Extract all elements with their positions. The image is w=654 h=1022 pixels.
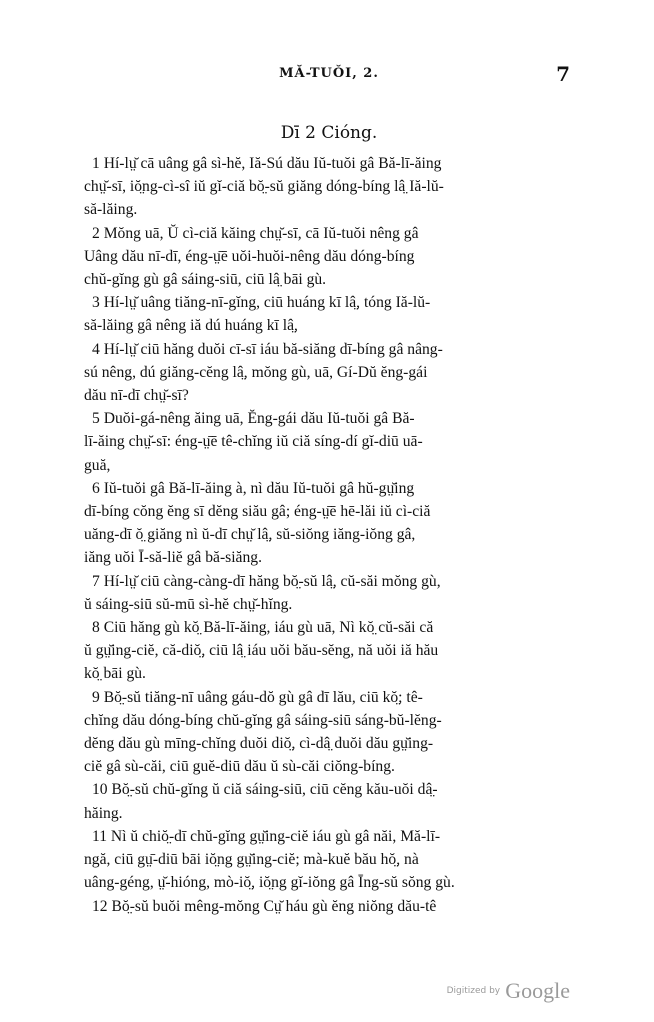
verse-paragraph <box>84 686 570 779</box>
digitized-label: Digitized by <box>446 986 501 996</box>
body-text <box>84 152 570 918</box>
text-line: 11 Nì ŭ chiŏ̤-dī chŭ-gĭng gṳ̆ing-ciĕ iáu gù gâ năi, Mă-lī- <box>92 827 441 845</box>
google-logo: Google <box>505 978 570 1003</box>
text-line: chṳ̆-sī, iŏ̤ng-cì-sî iŭ gĭ-ciă bŏ̤-sŭ giăng dóng-bíng lâ̤ Iă-lŭ- <box>84 178 444 196</box>
text-line: 8 Ciū hăng gù kŏ̤ Bă-lī-ăing, iáu gù uā, Nì kŏ̤ cŭ-săi că <box>92 619 434 637</box>
text-line: uâng-géng, ṳ̆-hióng, mò-iŏ̤, iŏ̤ng gĭ-iŏng gâ Īng-sŭ sŏng gù. <box>84 874 455 892</box>
text-line: ciĕ gâ sù-căi, ciū guĕ-diū dău ŭ sù-căi ciŏng-bíng. <box>84 758 395 776</box>
section-heading: Dī 2 Cióng. <box>280 123 378 143</box>
text-line: 12 Bŏ̤-sŭ buŏi mêng-mŏng Cṳ̆ háu gù ĕng niŏng dău-tê <box>92 897 437 915</box>
text-line: hăing. <box>84 804 123 822</box>
text-line: iăng uŏi Ī-să-liĕ gâ bă-siăng. <box>84 549 262 567</box>
text-line: Uâng dău nī-dī, éng-ṳ̄ē uŏi-huŏi-nêng dău dóng-bíng <box>84 247 415 265</box>
text-line: dău nī-dī chṳ̆-sī? <box>84 387 189 405</box>
verse-paragraph <box>84 825 570 895</box>
running-head <box>84 62 574 88</box>
running-head-title: MĂ-TUŎI, 2. <box>279 66 379 81</box>
text-line: 9 Bŏ̤-sŭ tiăng-nī uâng gáu-dŏ gù gâ dī lău, ciū kŏ̤; tê- <box>92 688 423 706</box>
text-line: chŭ-gĭng gù gâ sáing-siū, ciū lâ̤ bāi gù. <box>84 271 327 289</box>
text-line: 3 Hí-lṳ̆ uâng tiăng-nī-gĭng, ciū huáng kī lâ̤, tóng Iă-lŭ- <box>92 294 431 312</box>
text-line: 10 Bŏ̤-sŭ chŭ-gĭng ŭ ciă sáing-siū, ciū cĕng kău-uŏi dâ̤- <box>92 781 438 799</box>
text-line: dĕng dău gù mīng-chĭng duŏi diŏ̤, cì-dâ̤ duŏi dău gṳ̆ing- <box>84 735 434 753</box>
verse-paragraph <box>84 477 570 570</box>
text-line: chĭng dău dóng-bíng chŭ-gĭng gâ sáing-siū sáng-bŭ-lĕng- <box>84 711 442 729</box>
text-line: 7 Hí-lṳ̆ ciū càng-càng-dī hăng bŏ̤-sŭ lâ̤, cŭ-săi mŏng gù, <box>92 572 441 590</box>
text-line: dī-bíng cŏng ĕng sī dĕng siău gâ; éng-ṳ̄ē hē-lăi iŭ cì-ciă <box>84 503 431 521</box>
verse-paragraph <box>84 222 570 292</box>
verse-paragraph <box>84 895 570 918</box>
text-line: kŏ̤ bāi gù. <box>84 665 146 683</box>
verse-paragraph <box>84 152 570 222</box>
text-line: guă, <box>84 456 111 474</box>
text-line: să-lăing. <box>84 201 138 219</box>
text-line: să-lăing gâ nêng iă dú huáng kī lâ̤, <box>84 317 298 335</box>
verse-paragraph <box>84 616 570 686</box>
text-line: ŭ sáing-siū sŭ-mū sì-hĕ chṳ̆-hĭng. <box>84 595 293 613</box>
verse-paragraph <box>84 570 570 616</box>
verse-paragraph <box>84 291 570 337</box>
text-line: ŭ gṳ̆ing-ciĕ, că-diŏ̤, ciū lâ̤ iáu uŏi bău-sĕng, nă uŏi iă hău <box>84 642 439 660</box>
text-line: ngă, ciū gṳ̄-diū bāi iŏ̤ng gṳ̆ing-ciĕ; mà-kuĕ bău hŏ̤, nà <box>84 851 419 869</box>
verse-paragraph <box>84 338 570 408</box>
text-line: uăng-dī ŏ̤ giăng nì ŭ-dī chṳ̆ lâ̤, sŭ-siŏng iăng-iŏng gâ, <box>84 526 416 544</box>
page-number: 7 <box>556 62 570 86</box>
verse-paragraph <box>84 778 570 824</box>
text-line: sú nêng, dú giăng-cĕng lâ̤, mŏng gù, uā, Gí-Dŭ ĕng-gái <box>84 363 428 381</box>
text-line: 2 Mŏng uā, Ŭ cì-ciă kăing chṳ̆-sī, cā Iŭ-tuŏi nêng gâ <box>92 224 419 242</box>
text-line: 5 Duŏi-gá-nêng ăing uā, Ĕng-gái dău Iŭ-tuŏi gâ Bă- <box>92 410 415 428</box>
text-line: lī-ăing chṳ̆-sī: éng-ṳ̄ē tê-chĭng iŭ ciă síng-dí gĭ-diū uā- <box>84 433 423 451</box>
text-line: 1 Hí-lṳ̆ cā uâng gâ sì-hĕ, Iă-Sú dău Iŭ-tuŏi gâ Bă-lī-ăing <box>92 155 442 172</box>
text-line: 6 Iŭ-tuŏi gâ Bă-lī-ăing à, nì dău Iŭ-tuŏi gâ hŭ-gṳ̆ing <box>92 479 415 497</box>
digitized-by-google-watermark <box>447 978 570 1004</box>
text-line: 4 Hí-lṳ̆ ciū hăng duŏi cī-sī iáu bă-siăng dī-bíng gâ nâng- <box>92 340 443 358</box>
verse-paragraph <box>84 407 570 477</box>
